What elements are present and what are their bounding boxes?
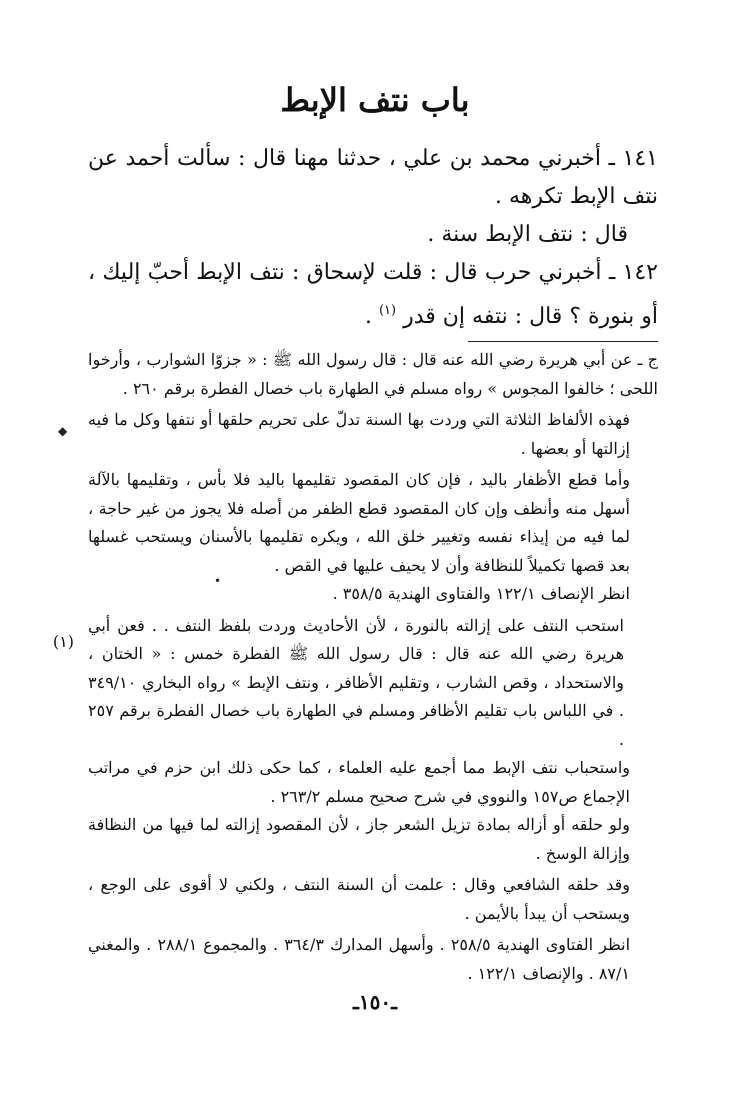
main-text xyxy=(88,140,658,336)
footnotes xyxy=(88,346,658,988)
footnote-shafii: وقد حلقه الشافعي وقال : علمت أن السنة النتف ، ولكني لا أقوى على الوجع ، ويستحب أن يبدأ بالأيمن . xyxy=(88,875,630,923)
footnote-shaving: ولو حلقه أو أزاله بمادة تزيل الشعر جاز ، لأن المقصود إزالته لما فيها من النظافة وإزالة الوسخ . xyxy=(88,815,630,863)
footnote-reference-2: انظر الفتاوى الهندية ٢٥٨/٥ . وأسهل المدارك ٣٦٤/٣ . والمجموع ٢٨٨/١ . والمغني ٨٧/١ . والإنصاف ١٢٢/١ . xyxy=(88,935,631,983)
page-speck: • xyxy=(214,574,222,588)
narration-142-text: ١٤٢ ـ أخبرني حرب قال : قلت لإسحاق : نتف الإبط أحبّ إليك ، أو بنورة ؟ قال : نتفه إن قدر xyxy=(88,260,658,329)
narration-141-answer: قال : نتف الإبط سنة . xyxy=(427,222,628,247)
footnote-hadith: ج ـ عن أبي هريرة رضي الله عنه قال : قال رسول الله ﷺ : « جزوّا الشوارب ، وأرخوا اللحى ؛ خالفوا المجوس » رواه مسلم في الطهارة باب خصال الفطرة برقم ٢٦٠ . xyxy=(88,350,658,398)
footnote-marker: (١) xyxy=(52,632,74,651)
footnote-ref: (١) xyxy=(378,303,397,318)
footnote-reference-1: انظر الإنصاف ١٢٢/١ والفتاوى الهندية ٣٥٨/٥ . xyxy=(332,584,630,603)
footnote-ruling: فهذه الألفاظ الثلاثة التي وردت بها السنة تدلّ على تحريم حلقها أو نتفها وكل ما فيه إزالتها أو بعضها . xyxy=(88,410,630,458)
footnote-1-body: استحب النتف على إزالته بالنورة ، لأن الأحاديث وردت بلفظ النتف . . فعن أبي هريرة رضي الله عنه قال : قال رسول الله ﷺ الفطرة خمس : « الختان ، والاستحداد ، وقص الشارب ، وتقليم الأظافر ، ونتف الإبط » رواه البخاري ٣٤٩/١٠ . في اللباس باب تقليم الأظافر ومسلم في الطهارة باب خصال الفطرة برقم ٢٥٧ . xyxy=(88,615,625,749)
narration-142 xyxy=(88,254,658,336)
footnote-nails: وأما قطع الأظفار باليد ، فإن كان المقصود تقليمها باليد فلا بأس ، وتقليمها بالآلة أسهل منه وأنظف وإن كان المقصود قطع الظفر من أصله فلا يجوز من غير حاجة ، لما فيه من إيذاء نفسه وتغيير خلق الله ، ويكره تقليمها بالأسنان ويستحب غسلها بعد قصها تكميلاً للنظافة وأن لا يحيف عليها في القص . xyxy=(88,470,630,575)
footnote-consensus: واستحباب نتف الإبط مما أجمع عليه العلماء ، كما حكى ذلك ابن حزم في مراتب الإجماع ص١٥٧ والنووي في شرح صحيح مسلم ٢٦٣/٢ . xyxy=(88,758,630,806)
chapter-heading: باب نتف الإبط xyxy=(280,81,470,119)
page-speck: ◆ xyxy=(58,424,68,438)
narration-142-end: . xyxy=(364,304,372,329)
narration-141: ١٤١ ـ أخبرني محمد بن علي ، حدثنا مهنا قال : سألت أحمد عن نتف الإبط تكرهه . xyxy=(88,146,658,209)
page-number: ـ١٥٠ـ xyxy=(353,990,397,1014)
footnote-separator xyxy=(468,341,658,342)
